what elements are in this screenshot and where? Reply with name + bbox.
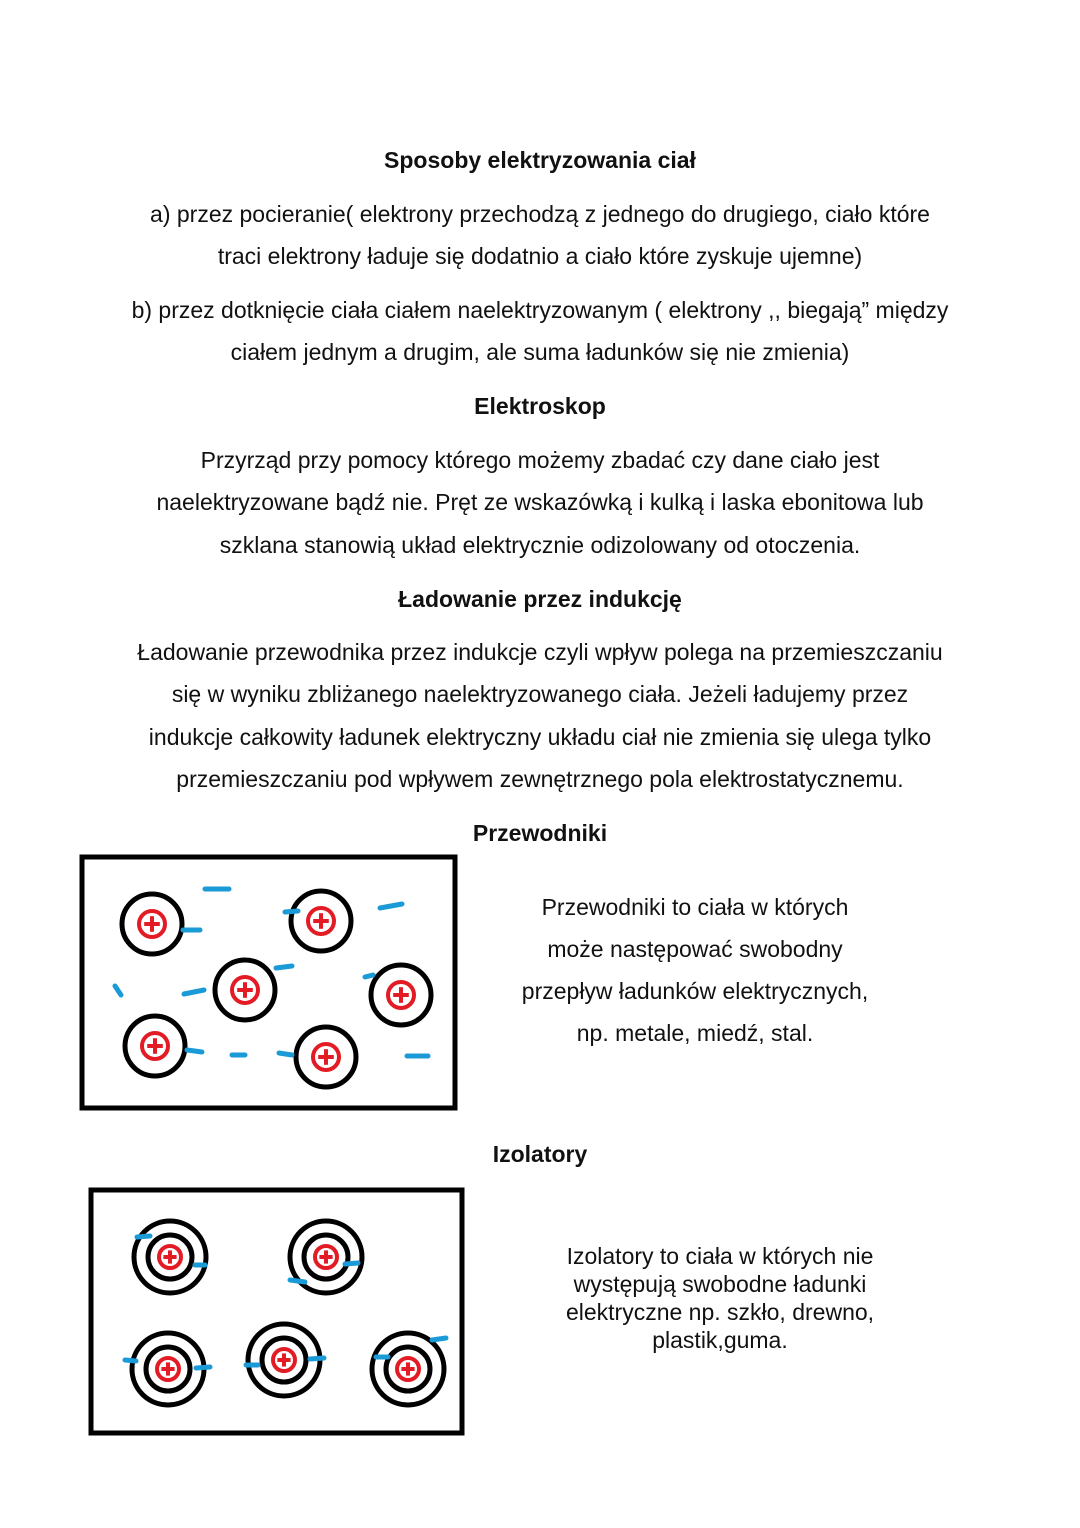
electron-dash-icon: [187, 1050, 202, 1052]
electron-dash-icon: [115, 986, 121, 995]
method-a-line-1: a) przez pocieranie( elektrony przechodzą z jednego do drugiego, ciało które: [150, 201, 930, 227]
electron-dash-icon: [137, 1236, 150, 1237]
conductors-heading: Przewodniki: [472, 820, 608, 846]
electron-dash-icon: [365, 975, 373, 977]
induction-line-4: przemieszczaniu pod wpływem zewnętrznego pola elektrostatycznemu.: [176, 766, 904, 792]
electron-dash-icon: [279, 1053, 292, 1055]
electroscope-line-1: Przyrząd przy pomocy którego możemy zbadać czy dane ciało jest: [200, 447, 880, 473]
induction-line-2: się w wyniku zbliżanego naelektryzowanego ciała. Jeżeli ładujemy przez: [171, 681, 909, 707]
induction-line-1: Ładowanie przewodnika przez indukcje czyli wpływ polega na przemieszczaniu: [137, 639, 943, 665]
page-title: Sposoby elektryzowania ciał: [384, 147, 696, 173]
conductor-diagram: [115, 889, 431, 1087]
insulators-line-1: Izolatory to ciała w których nie: [566, 1243, 874, 1269]
electroscope-line-3: szklana stanowią układ elektrycznie odizolowany od otoczenia.: [219, 532, 861, 558]
electron-dash-icon: [432, 1338, 446, 1340]
electron-dash-icon: [310, 1358, 324, 1359]
insulator-diagram: [125, 1221, 446, 1405]
atom: [132, 1333, 204, 1405]
atom: [215, 960, 275, 1020]
method-a-line-2: traci elektrony ładuje się dodatnio a ciało które zyskuje ujemne): [217, 243, 863, 269]
electron-dash-icon: [125, 1360, 136, 1361]
atom: [125, 1016, 185, 1076]
conductors-line-1: Przewodniki to ciała w których: [541, 894, 849, 920]
electron-dash-icon: [276, 966, 292, 968]
atom: [371, 965, 431, 1025]
conductors-line-2: może następować swobodny: [547, 936, 843, 962]
method-b-line-2: ciałem jednym a drugim, ale suma ładunków się nie zmienia): [230, 339, 850, 365]
conductors-line-3: przepływ ładunków elektrycznych,: [521, 978, 869, 1004]
method-b-line-1: b) przez dotknięcie ciała ciałem naelektryzowanym ( elektrony ,, biegają” między: [131, 297, 949, 323]
atom: [372, 1333, 444, 1405]
insulators-line-4: plastik,guma.: [652, 1327, 788, 1353]
electron-dash-icon: [380, 904, 402, 908]
induction-heading: Ładowanie przez indukcję: [398, 586, 682, 612]
electron-dash-icon: [285, 911, 298, 912]
electron-dash-icon: [184, 990, 204, 994]
electroscope-heading: Elektroskop: [474, 393, 606, 419]
atom: [296, 1027, 356, 1087]
atom: [134, 1221, 206, 1293]
insulators-line-3: elektryczne np. szkło, drewno,: [565, 1299, 875, 1325]
atom: [122, 894, 182, 954]
conductors-line-4: np. metale, miedź, stal.: [576, 1020, 814, 1046]
insulators-heading: Izolatory: [492, 1141, 588, 1167]
atom: [291, 891, 351, 951]
electroscope-line-2: naelektryzowane bądź nie. Pręt ze wskazówką i kulką i laska ebonitowa lub: [156, 489, 924, 515]
electron-dash-icon: [345, 1263, 358, 1264]
insulators-line-2: występują swobodne ładunki: [573, 1271, 867, 1297]
electron-dash-icon: [290, 1280, 305, 1282]
induction-line-3: indukcje całkowity ładunek elektryczny układu ciał nie zmienia się ulega tylko: [148, 724, 932, 750]
electron-dash-icon: [196, 1367, 210, 1368]
